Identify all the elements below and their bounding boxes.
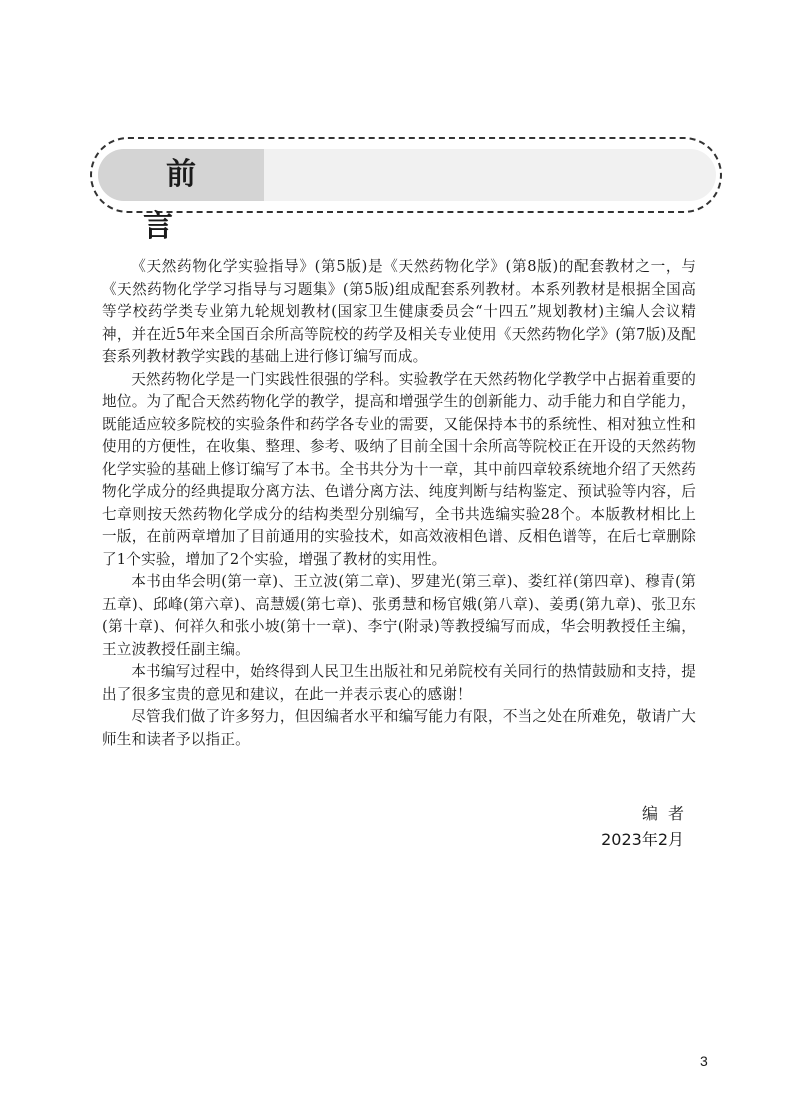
header-banner xyxy=(98,149,716,244)
paragraph: 《天然药物化学实验指导》(第5版)是《天然药物化学》(第8版)的配套教材之一，与《天然药物化学学习指导与习题集》(第5版)组成配套系列教材。本系列教材是根据全国高等学校药学类专业第九轮规划教材(国家卫生健康委员会“十四五”规划教材)主编人会议精神，并在近5年来全国百余所高等院校的药学及相关专业使用《天然药物化学》(第7版)及配套系列教材教学实践的基础上进行修订编写而成。 xyxy=(102,258,696,365)
paragraph: 本书由华会明(第一章)、王立波(第二章)、罗建光(第三章)、娄红祥(第四章)、穆青(第五章)、邱峰(第六章)、高慧媛(第七章)、张勇慧和杨官娥(第八章)、姜勇(第九章)、张卫东(第十章)、何祥久和张小坡(第十一章)、李宁(附录)等教授编写而成，华会明教授任主编，王立波教授任副主编。 xyxy=(102,573,696,658)
signature-date: 2023年2月 xyxy=(601,830,684,849)
signature xyxy=(601,801,694,853)
paragraph: 天然药物化学是一门实践性很强的学科。实验教学在天然药物化学教学中占据着重要的地位。为了配合天然药物化学的教学，提高和增强学生的创新能力、动手能力和自学能力，既能适应较多院校的实验条件和药学各专业的需要，又能保持本书的系统性、相对独立性和使用的方便性，在收集、整理、参考、吸纳了目前全国十余所高等院校正在开设的天然药物化学实验的基础上修订编写了本书。全书共分为十一章，其中前四章较系统地介绍了天然药物化学成分的经典提取分离方法、色谱分离方法、纯度判断与结构鉴定、预试验等内容，后七章则按天然药物化学成分的结构类型分别编写，全书共选编实验28个。本版教材相比上一版，在前两章增加了目前通用的实验技术，如高效液相色谱、反相色谱等，在后七章删除了1个实验，增加了2个实验，增强了教材的实用性。 xyxy=(102,370,696,568)
page-number: 3 xyxy=(700,1053,708,1069)
signature-author: 编者 xyxy=(641,804,694,823)
preface-body xyxy=(102,256,696,751)
page-title: 前言 xyxy=(143,157,242,244)
paragraph: 尽管我们做了许多努力，但因编者水平和编写能力有限，不当之处在所难免，敬请广大师生和读者予以指正。 xyxy=(102,708,696,748)
paragraph: 本书编写过程中，始终得到人民卫生出版社和兄弟院校有关同行的热情鼓励和支持，提出了很多宝贵的意见和建议，在此一并表示衷心的感谢！ xyxy=(102,663,696,703)
